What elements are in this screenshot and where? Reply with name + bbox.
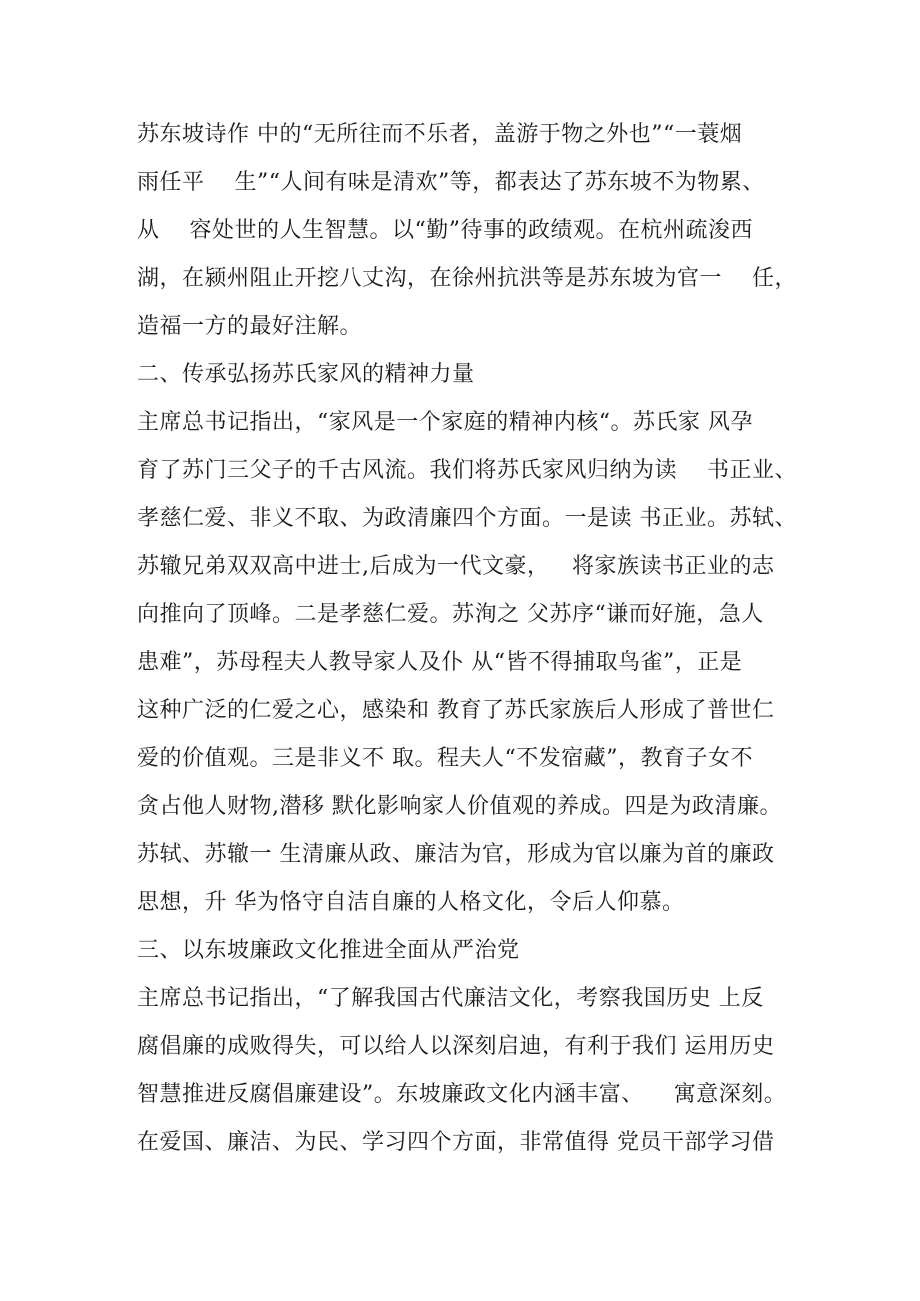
text-line: 主席总书记指出，“了解我国古代廉洁文化，考察我国历史 上反 (137, 986, 764, 1011)
text-line: 贪占他人财物,潜移 默化影响家人价值观的养成。四是为政清廉。 (137, 794, 782, 819)
text-line: 患难”，苏母程夫人教导家人及仆 从“皆不得捕取鸟雀”，正是 (137, 650, 743, 675)
section-heading: 三、以东坡廉政文化推进全面从严治党 (137, 938, 520, 963)
text-line: 湖，在颍州阻止开挖八丈沟，在徐州抗洪等是苏东坡为官一 任， (137, 266, 797, 291)
text-line: 思想，升 华为恪守自洁自廉的人格文化，令后人仰慕。 (137, 890, 685, 915)
text-line: 孝慈仁爱、非义不取、为政清廉四个方面。一是读 书正业。苏轼、 (137, 506, 797, 531)
text-line: 雨任平 生”“人间有味是清欢”等，都表达了苏东坡不为物累、 (137, 170, 765, 195)
text-line: 苏东坡诗作 中的“无所往而不乐者，盖游于物之外也”“一蓑烟 (137, 122, 743, 147)
text-line: 智慧推进反腐倡廉建设”。东坡廉政文化内涵丰富、 寓意深刻。 (137, 1082, 787, 1107)
text-line: 腐倡廉的成败得失，可以给人以深刻启迪，有利于我们 运用历史 (137, 1034, 775, 1059)
section-heading: 二、传承弘扬苏氏家风的精神力量 (137, 362, 475, 387)
text-line: 在爱国、廉洁、为民、学习四个方面，非常值得 党员干部学习借 (137, 1130, 775, 1155)
text-line: 苏辙兄弟双双高中进士,后成为一代文豪， 将家族读书正业的志 (137, 554, 775, 579)
text-line: 向推向了顶峰。二是孝慈仁爱。苏洵之 父苏序“谦而好施，急人 (137, 602, 764, 627)
text-line: 造福一方的最好注解。 (137, 314, 363, 339)
text-line: 这种广泛的仁爱之心，感染和 教育了苏氏家族后人形成了普世仁 (137, 698, 775, 723)
text-line: 育了苏门三父子的千古风流。我们将苏氏家风归纳为读 书正业、 (137, 458, 797, 483)
document-body (137, 111, 817, 1167)
text-line: 主席总书记指出，“家风是一个家庭的精神内核“。苏氏家 风孕 (137, 410, 753, 435)
text-line: 苏轼、苏辙一 生清廉从政、廉洁为官，形成为官以廉为首的廉政 (137, 842, 775, 867)
text-line: 从 容处世的人生智慧。以“勤”待事的政绩观。在杭州疏浚西 (137, 218, 753, 243)
text-line: 爱的价值观。三是非义不 取。程夫人“不发宿藏”，教育子女不 (137, 746, 753, 771)
